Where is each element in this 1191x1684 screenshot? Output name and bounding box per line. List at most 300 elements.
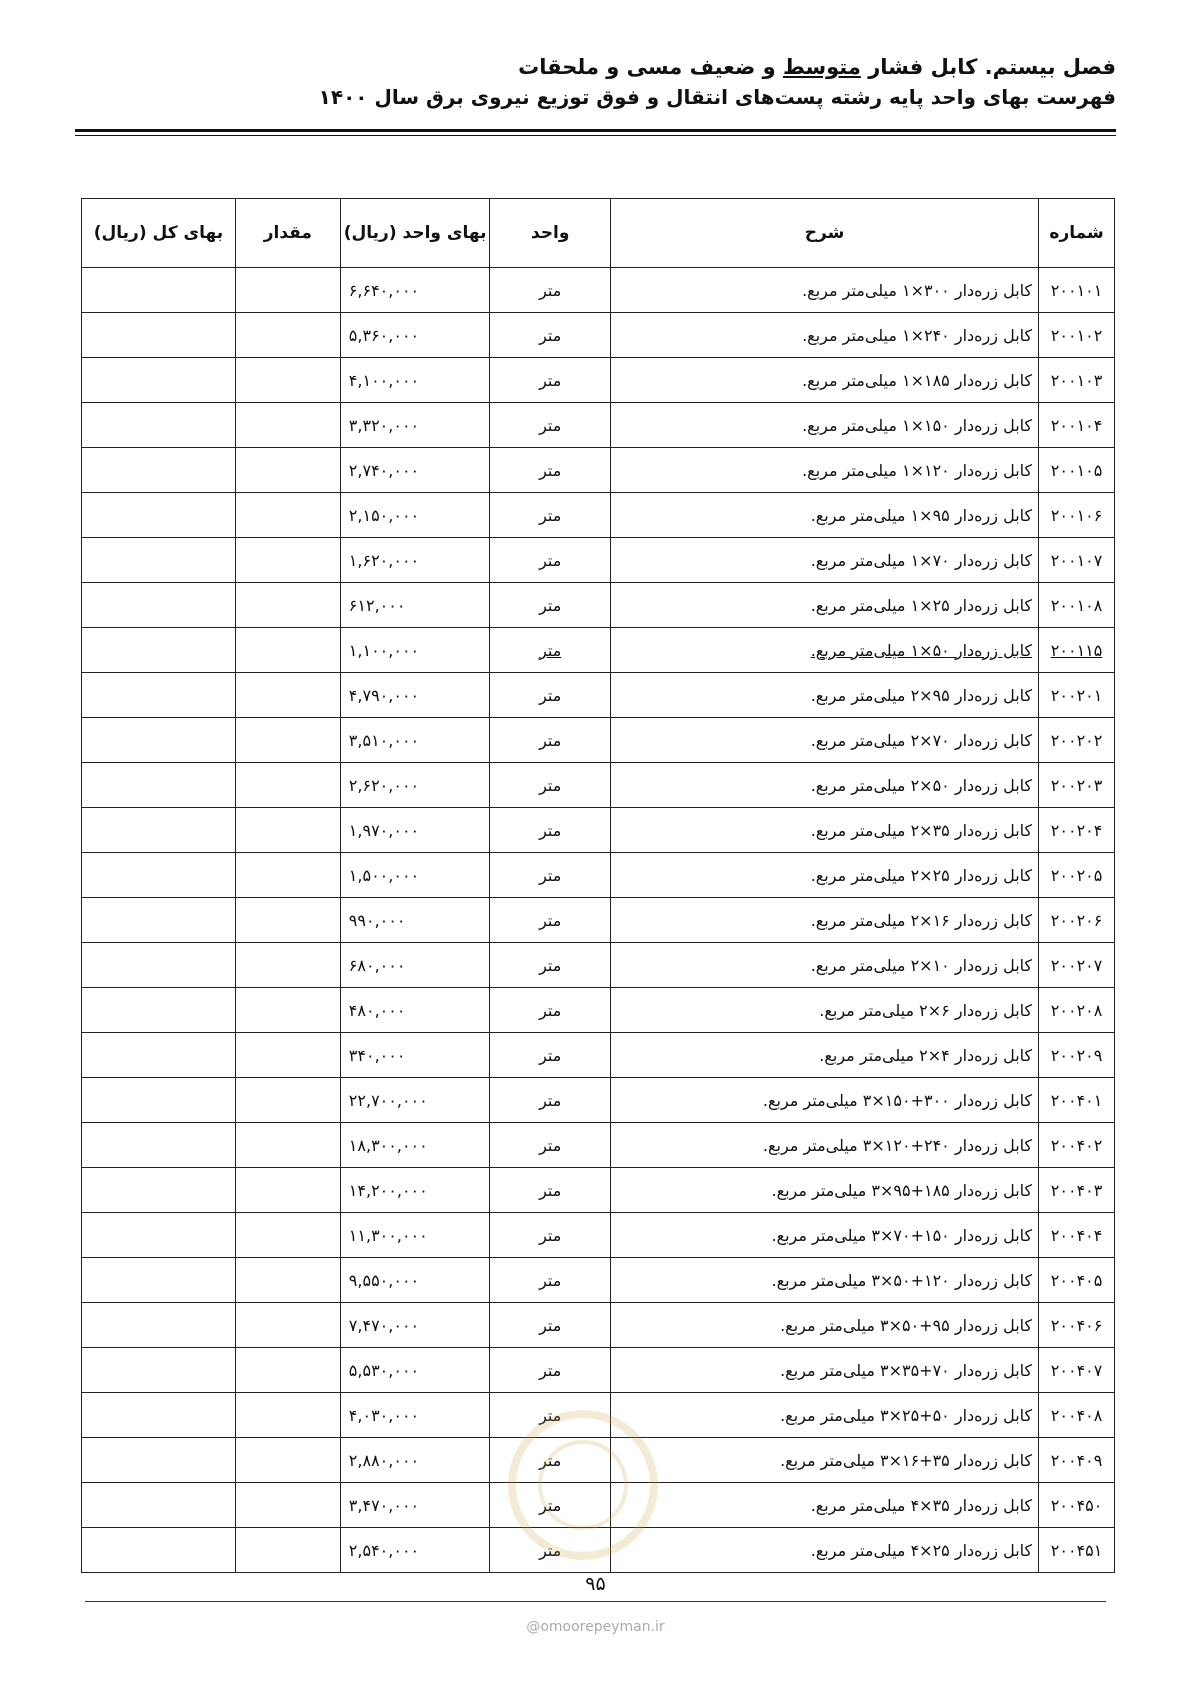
unit-cell-text: متر bbox=[539, 775, 562, 795]
table-row bbox=[82, 1078, 1115, 1123]
total-price-cell bbox=[82, 448, 236, 493]
unit-cell-text: متر bbox=[539, 1450, 562, 1470]
unit-cell-text: متر bbox=[539, 1405, 562, 1425]
unit-cell bbox=[490, 448, 611, 493]
price-table bbox=[81, 198, 1115, 1573]
unit-cell-text: متر bbox=[539, 550, 562, 570]
total-price-cell bbox=[82, 358, 236, 403]
unit-price-cell bbox=[340, 313, 490, 358]
quantity-cell bbox=[235, 1213, 340, 1258]
table-row bbox=[82, 493, 1115, 538]
code-cell-text: ۲۰۰۲۰۲ bbox=[1050, 730, 1103, 750]
code-cell bbox=[1039, 1033, 1115, 1078]
unit-price-cell bbox=[340, 853, 490, 898]
unit-cell-text: متر bbox=[539, 820, 562, 840]
code-cell-text: ۲۰۰۱۰۱ bbox=[1050, 280, 1103, 300]
code-cell bbox=[1039, 898, 1115, 943]
code-cell-text: ۲۰۰۴۰۱ bbox=[1050, 1090, 1103, 1110]
quantity-cell bbox=[235, 1303, 340, 1348]
price-list-title: فهرست بهای واحد پایه رشته پست‌های انتقال و فوق توزیع نیروی برق سال ۱۴۰۰ bbox=[318, 85, 1116, 109]
total-price-cell bbox=[82, 673, 236, 718]
unit-price-cell bbox=[340, 583, 490, 628]
unit-price-cell bbox=[340, 538, 490, 583]
unit-cell bbox=[490, 718, 611, 763]
header-total-price: بهای کل (ریال) bbox=[82, 199, 236, 268]
unit-cell-text: متر bbox=[539, 910, 562, 930]
unit-price-cell bbox=[340, 718, 490, 763]
header-rule-thick bbox=[75, 129, 1116, 132]
quantity-cell bbox=[235, 1078, 340, 1123]
unit-cell bbox=[490, 1303, 611, 1348]
total-price-cell bbox=[82, 1033, 236, 1078]
code-cell-text: ۲۰۰۲۰۹ bbox=[1050, 1045, 1103, 1065]
table-row bbox=[82, 538, 1115, 583]
unit-price-cell bbox=[340, 268, 490, 313]
quantity-cell bbox=[235, 1528, 340, 1573]
unit-cell-text: متر bbox=[539, 1090, 562, 1110]
code-cell bbox=[1039, 628, 1115, 673]
code-cell bbox=[1039, 583, 1115, 628]
total-price-cell bbox=[82, 808, 236, 853]
description-cell bbox=[610, 853, 1038, 898]
unit-cell-text: متر bbox=[539, 1180, 562, 1200]
unit-cell bbox=[490, 1078, 611, 1123]
table-row bbox=[82, 1123, 1115, 1168]
table-row bbox=[82, 313, 1115, 358]
table-row bbox=[82, 403, 1115, 448]
header-unit-price: بهای واحد (ریال) bbox=[340, 199, 490, 268]
quantity-cell bbox=[235, 493, 340, 538]
unit-cell-text: متر bbox=[539, 1270, 562, 1290]
price-table-container bbox=[81, 198, 1115, 1573]
table-row bbox=[82, 673, 1115, 718]
unit-price-cell bbox=[340, 1393, 490, 1438]
description-cell bbox=[610, 1078, 1038, 1123]
description-cell bbox=[610, 808, 1038, 853]
unit-price-cell-text: ۹,۵۵۰,۰۰۰ bbox=[348, 1270, 420, 1290]
unit-price-cell-text: ۱۸,۳۰۰,۰۰۰ bbox=[348, 1135, 428, 1155]
unit-price-cell-text: ۶,۶۴۰,۰۰۰ bbox=[348, 280, 420, 300]
total-price-cell bbox=[82, 1348, 236, 1393]
total-price-cell bbox=[82, 268, 236, 313]
unit-cell-text: متر bbox=[539, 1495, 562, 1515]
unit-price-cell-text: ۴,۱۰۰,۰۰۰ bbox=[348, 370, 420, 390]
table-row bbox=[82, 718, 1115, 763]
table-row bbox=[82, 1213, 1115, 1258]
unit-cell bbox=[490, 943, 611, 988]
code-cell bbox=[1039, 1078, 1115, 1123]
unit-price-cell bbox=[340, 673, 490, 718]
quantity-cell bbox=[235, 628, 340, 673]
table-row bbox=[82, 808, 1115, 853]
unit-price-cell-text: ۳,۵۱۰,۰۰۰ bbox=[348, 730, 420, 750]
unit-price-cell-text: ۴۸۰,۰۰۰ bbox=[348, 1000, 406, 1020]
table-row bbox=[82, 1033, 1115, 1078]
unit-cell bbox=[490, 1168, 611, 1213]
code-cell-text: ۲۰۰۴۰۵ bbox=[1050, 1270, 1103, 1290]
code-cell-text: ۲۰۰۲۰۷ bbox=[1050, 955, 1103, 975]
description-cell bbox=[610, 718, 1038, 763]
code-cell bbox=[1039, 763, 1115, 808]
code-cell-text: ۲۰۰۱۰۸ bbox=[1050, 595, 1103, 615]
description-cell-text: کابل زره‌دار ۵۰×۲ میلی‌متر مربع. bbox=[810, 775, 1033, 795]
total-price-cell bbox=[82, 1123, 236, 1168]
total-price-cell bbox=[82, 313, 236, 358]
unit-cell-text: متر bbox=[539, 865, 562, 885]
table-header-row bbox=[82, 199, 1115, 268]
description-cell-text: کابل زره‌دار ۹۵+۵۰×۳ میلی‌متر مربع. bbox=[780, 1315, 1033, 1335]
code-cell-text: ۲۰۰۲۰۱ bbox=[1050, 685, 1103, 705]
description-cell bbox=[610, 898, 1038, 943]
quantity-cell bbox=[235, 763, 340, 808]
unit-cell bbox=[490, 898, 611, 943]
unit-cell bbox=[490, 1258, 611, 1303]
unit-cell bbox=[490, 403, 611, 448]
description-cell-text: کابل زره‌دار ۹۵×۱ میلی‌متر مربع. bbox=[810, 505, 1033, 525]
unit-cell bbox=[490, 1033, 611, 1078]
quantity-cell bbox=[235, 1438, 340, 1483]
table-row bbox=[82, 583, 1115, 628]
code-cell bbox=[1039, 268, 1115, 313]
table-row bbox=[82, 448, 1115, 493]
code-cell bbox=[1039, 538, 1115, 583]
code-cell-text: ۲۰۰۱۰۶ bbox=[1050, 505, 1103, 525]
description-cell bbox=[610, 1168, 1038, 1213]
description-cell bbox=[610, 1213, 1038, 1258]
unit-price-cell-text: ۴,۷۹۰,۰۰۰ bbox=[348, 685, 420, 705]
description-cell-text: کابل زره‌دار ۱۵۰×۱ میلی‌متر مربع. bbox=[802, 415, 1033, 435]
unit-cell-text: متر bbox=[539, 1045, 562, 1065]
table-row bbox=[82, 943, 1115, 988]
code-cell bbox=[1039, 718, 1115, 763]
description-cell-text: کابل زره‌دار ۳۰۰+۱۵۰×۳ میلی‌متر مربع. bbox=[762, 1090, 1033, 1110]
description-cell-text: کابل زره‌دار ۶×۲ میلی‌متر مربع. bbox=[819, 1000, 1033, 1020]
description-cell-text: کابل زره‌دار ۳۵+۱۶×۳ میلی‌متر مربع. bbox=[780, 1450, 1033, 1470]
description-cell bbox=[610, 673, 1038, 718]
quantity-cell bbox=[235, 718, 340, 763]
description-cell bbox=[610, 403, 1038, 448]
total-price-cell bbox=[82, 493, 236, 538]
description-cell-text: کابل زره‌دار ۴×۲ میلی‌متر مربع. bbox=[819, 1045, 1033, 1065]
description-cell-text: کابل زره‌دار ۱۶×۲ میلی‌متر مربع. bbox=[810, 910, 1033, 930]
description-cell bbox=[610, 1438, 1038, 1483]
code-cell bbox=[1039, 313, 1115, 358]
quantity-cell bbox=[235, 448, 340, 493]
unit-price-cell-text: ۹۹۰,۰۰۰ bbox=[348, 910, 406, 930]
code-cell-text: ۲۰۰۱۰۷ bbox=[1050, 550, 1103, 570]
quantity-cell bbox=[235, 1393, 340, 1438]
chapter-title-end: و ضعیف مسی و ملحقات bbox=[518, 55, 783, 79]
quantity-cell bbox=[235, 853, 340, 898]
description-cell-text: کابل زره‌دار ۵۰×۱ میلی‌متر مربع. bbox=[810, 640, 1033, 660]
unit-price-cell bbox=[340, 1123, 490, 1168]
description-cell-text: کابل زره‌دار ۱۰×۲ میلی‌متر مربع. bbox=[810, 955, 1033, 975]
unit-price-cell-text: ۶۸۰,۰۰۰ bbox=[348, 955, 406, 975]
unit-price-cell-text: ۲,۱۵۰,۰۰۰ bbox=[348, 505, 420, 525]
code-cell-text: ۲۰۰۱۰۴ bbox=[1050, 415, 1103, 435]
description-cell bbox=[610, 1258, 1038, 1303]
unit-cell-text: متر bbox=[539, 1135, 562, 1155]
unit-cell bbox=[490, 628, 611, 673]
unit-cell-text: متر bbox=[539, 685, 562, 705]
code-cell bbox=[1039, 1213, 1115, 1258]
unit-price-cell-text: ۱,۵۰۰,۰۰۰ bbox=[348, 865, 420, 885]
unit-price-cell-text: ۳,۳۲۰,۰۰۰ bbox=[348, 415, 420, 435]
description-cell bbox=[610, 1303, 1038, 1348]
description-cell-text: کابل زره‌دار ۲۴۰×۱ میلی‌متر مربع. bbox=[802, 325, 1033, 345]
website-watermark: @omoorepeyman.ir bbox=[526, 1619, 665, 1635]
unit-cell bbox=[490, 313, 611, 358]
description-cell-text: کابل زره‌دار ۳۵×۴ میلی‌متر مربع. bbox=[810, 1495, 1033, 1515]
code-cell bbox=[1039, 1258, 1115, 1303]
description-cell-text: کابل زره‌دار ۷۰+۳۵×۳ میلی‌متر مربع. bbox=[780, 1360, 1033, 1380]
code-cell bbox=[1039, 988, 1115, 1033]
unit-price-cell-text: ۲۲,۷۰۰,۰۰۰ bbox=[348, 1090, 428, 1110]
code-cell bbox=[1039, 1483, 1115, 1528]
code-cell-text: ۲۰۰۲۰۶ bbox=[1050, 910, 1103, 930]
total-price-cell bbox=[82, 1213, 236, 1258]
chapter-title bbox=[66, 52, 1116, 82]
total-price-cell bbox=[82, 898, 236, 943]
code-cell bbox=[1039, 1123, 1115, 1168]
unit-cell-text: متر bbox=[539, 415, 562, 435]
total-price-cell bbox=[82, 1438, 236, 1483]
table-row bbox=[82, 1348, 1115, 1393]
quantity-cell bbox=[235, 808, 340, 853]
code-cell bbox=[1039, 1393, 1115, 1438]
unit-price-cell bbox=[340, 1348, 490, 1393]
unit-price-cell bbox=[340, 628, 490, 673]
quantity-cell bbox=[235, 1483, 340, 1528]
unit-cell-text: متر bbox=[539, 1000, 562, 1020]
unit-cell-text: متر bbox=[539, 1360, 562, 1380]
quantity-cell bbox=[235, 538, 340, 583]
code-cell bbox=[1039, 1303, 1115, 1348]
total-price-cell bbox=[82, 538, 236, 583]
code-cell-text: ۲۰۰۴۰۴ bbox=[1050, 1225, 1103, 1245]
table-row bbox=[82, 1303, 1115, 1348]
table-body bbox=[82, 268, 1115, 1573]
code-cell-text: ۲۰۰۱۰۵ bbox=[1050, 460, 1103, 480]
code-cell bbox=[1039, 1438, 1115, 1483]
description-cell bbox=[610, 1393, 1038, 1438]
table-row bbox=[82, 268, 1115, 313]
header-description: شرح bbox=[610, 199, 1038, 268]
quantity-cell bbox=[235, 673, 340, 718]
table-row bbox=[82, 628, 1115, 673]
quantity-cell bbox=[235, 1258, 340, 1303]
code-cell-text: ۲۰۰۲۰۸ bbox=[1050, 1000, 1103, 1020]
code-cell bbox=[1039, 673, 1115, 718]
unit-cell bbox=[490, 988, 611, 1033]
description-cell-text: کابل زره‌دار ۲۵×۴ میلی‌متر مربع. bbox=[810, 1540, 1033, 1560]
description-cell-text: کابل زره‌دار ۱۲۰+۵۰×۳ میلی‌متر مربع. bbox=[771, 1270, 1033, 1290]
unit-cell bbox=[490, 268, 611, 313]
code-cell bbox=[1039, 403, 1115, 448]
unit-price-cell-text: ۳,۴۷۰,۰۰۰ bbox=[348, 1495, 420, 1515]
total-price-cell bbox=[82, 403, 236, 448]
total-price-cell bbox=[82, 988, 236, 1033]
description-cell bbox=[610, 988, 1038, 1033]
unit-price-cell-text: ۲,۷۴۰,۰۰۰ bbox=[348, 460, 420, 480]
code-cell bbox=[1039, 808, 1115, 853]
unit-price-cell bbox=[340, 808, 490, 853]
code-cell-text: ۲۰۰۱۱۵ bbox=[1050, 640, 1103, 660]
unit-price-cell bbox=[340, 1078, 490, 1123]
unit-cell bbox=[490, 853, 611, 898]
unit-cell-text: متر bbox=[539, 595, 562, 615]
description-cell bbox=[610, 1528, 1038, 1573]
unit-price-cell-text: ۴,۰۳۰,۰۰۰ bbox=[348, 1405, 420, 1425]
unit-cell bbox=[490, 1123, 611, 1168]
description-cell-text: کابل زره‌دار ۳۵×۲ میلی‌متر مربع. bbox=[810, 820, 1033, 840]
quantity-cell bbox=[235, 1123, 340, 1168]
unit-cell-text: متر bbox=[539, 505, 562, 525]
description-cell-text: کابل زره‌دار ۱۸۵×۱ میلی‌متر مربع. bbox=[802, 370, 1033, 390]
description-cell bbox=[610, 1033, 1038, 1078]
table-row bbox=[82, 358, 1115, 403]
header-unit: واحد bbox=[490, 199, 611, 268]
code-cell-text: ۲۰۰۴۰۹ bbox=[1050, 1450, 1103, 1470]
total-price-cell bbox=[82, 1483, 236, 1528]
description-cell bbox=[610, 1348, 1038, 1393]
total-price-cell bbox=[82, 1258, 236, 1303]
header-rule-thin bbox=[75, 135, 1116, 136]
seal-inner-ring bbox=[538, 1440, 628, 1530]
unit-price-cell bbox=[340, 988, 490, 1033]
description-cell bbox=[610, 628, 1038, 673]
unit-price-cell bbox=[340, 1213, 490, 1258]
total-price-cell bbox=[82, 1168, 236, 1213]
description-cell-text: کابل زره‌دار ۳۰۰×۱ میلی‌متر مربع. bbox=[802, 280, 1033, 300]
code-cell bbox=[1039, 493, 1115, 538]
chapter-title-start: فصل بیستم. کابل فشار bbox=[860, 55, 1116, 79]
unit-cell bbox=[490, 493, 611, 538]
code-cell-text: ۲۰۰۴۰۳ bbox=[1050, 1180, 1103, 1200]
unit-cell bbox=[490, 358, 611, 403]
unit-cell bbox=[490, 673, 611, 718]
total-price-cell bbox=[82, 583, 236, 628]
description-cell-text: کابل زره‌دار ۷۰×۱ میلی‌متر مربع. bbox=[810, 550, 1033, 570]
total-price-cell bbox=[82, 1303, 236, 1348]
unit-cell-text: متر bbox=[539, 280, 562, 300]
code-cell bbox=[1039, 1528, 1115, 1573]
description-cell bbox=[610, 493, 1038, 538]
header-quantity: مقدار bbox=[235, 199, 340, 268]
total-price-cell bbox=[82, 1078, 236, 1123]
description-cell bbox=[610, 763, 1038, 808]
unit-cell-text: متر bbox=[539, 1225, 562, 1245]
description-cell-text: کابل زره‌دار ۲۴۰+۱۲۰×۳ میلی‌متر مربع. bbox=[762, 1135, 1033, 1155]
code-cell-text: ۲۰۰۴۰۶ bbox=[1050, 1315, 1103, 1335]
description-cell-text: کابل زره‌دار ۹۵×۲ میلی‌متر مربع. bbox=[810, 685, 1033, 705]
unit-price-cell-text: ۷,۴۷۰,۰۰۰ bbox=[348, 1315, 420, 1335]
total-price-cell bbox=[82, 1393, 236, 1438]
code-cell-text: ۲۰۰۱۰۲ bbox=[1050, 325, 1103, 345]
total-price-cell bbox=[82, 718, 236, 763]
quantity-cell bbox=[235, 1033, 340, 1078]
unit-price-cell bbox=[340, 898, 490, 943]
quantity-cell bbox=[235, 1348, 340, 1393]
unit-cell bbox=[490, 1213, 611, 1258]
unit-price-cell bbox=[340, 1168, 490, 1213]
unit-price-cell-text: ۳۴۰,۰۰۰ bbox=[348, 1045, 406, 1065]
quantity-cell bbox=[235, 358, 340, 403]
unit-price-cell-text: ۵,۵۳۰,۰۰۰ bbox=[348, 1360, 420, 1380]
table-row bbox=[82, 1258, 1115, 1303]
quantity-cell bbox=[235, 268, 340, 313]
code-cell-text: ۲۰۰۲۰۴ bbox=[1050, 820, 1103, 840]
unit-price-cell bbox=[340, 1303, 490, 1348]
unit-cell-text: متر bbox=[539, 370, 562, 390]
total-price-cell bbox=[82, 943, 236, 988]
description-cell-text: کابل زره‌دار ۷۰×۲ میلی‌متر مربع. bbox=[810, 730, 1033, 750]
description-cell-text: کابل زره‌دار ۲۵×۱ میلی‌متر مربع. bbox=[810, 595, 1033, 615]
page-number: ۹۵ bbox=[585, 1573, 606, 1595]
description-cell-text: کابل زره‌دار ۱۵۰+۷۰×۳ میلی‌متر مربع. bbox=[771, 1225, 1033, 1245]
description-cell bbox=[610, 538, 1038, 583]
table-row bbox=[82, 898, 1115, 943]
chapter-title-underlined: متوسط bbox=[783, 55, 861, 79]
unit-cell-text: متر bbox=[539, 730, 562, 750]
unit-price-cell bbox=[340, 1438, 490, 1483]
description-cell bbox=[610, 313, 1038, 358]
total-price-cell bbox=[82, 853, 236, 898]
description-cell bbox=[610, 583, 1038, 628]
unit-price-cell bbox=[340, 448, 490, 493]
unit-price-cell bbox=[340, 1033, 490, 1078]
unit-cell bbox=[490, 583, 611, 628]
description-cell bbox=[610, 448, 1038, 493]
code-cell-text: ۲۰۰۴۰۷ bbox=[1050, 1360, 1103, 1380]
unit-price-cell-text: ۶۱۲,۰۰۰ bbox=[348, 595, 406, 615]
unit-price-cell bbox=[340, 403, 490, 448]
unit-cell-text: متر bbox=[539, 325, 562, 345]
description-cell-text: کابل زره‌دار ۱۲۰×۱ میلی‌متر مربع. bbox=[802, 460, 1033, 480]
code-cell bbox=[1039, 1168, 1115, 1213]
description-cell bbox=[610, 1483, 1038, 1528]
unit-price-cell bbox=[340, 1258, 490, 1303]
unit-price-cell bbox=[340, 1483, 490, 1528]
code-cell-text: ۲۰۰۴۰۸ bbox=[1050, 1405, 1103, 1425]
description-cell-text: کابل زره‌دار ۲۵×۲ میلی‌متر مربع. bbox=[810, 865, 1033, 885]
description-cell bbox=[610, 1123, 1038, 1168]
code-cell bbox=[1039, 448, 1115, 493]
unit-cell-text: متر bbox=[539, 1315, 562, 1335]
total-price-cell bbox=[82, 1528, 236, 1573]
footer-rule bbox=[85, 1601, 1106, 1602]
code-cell bbox=[1039, 853, 1115, 898]
code-cell-text: ۲۰۰۱۰۳ bbox=[1050, 370, 1103, 390]
table-row bbox=[82, 988, 1115, 1033]
quantity-cell bbox=[235, 898, 340, 943]
header-code: شماره bbox=[1039, 199, 1115, 268]
code-cell bbox=[1039, 1348, 1115, 1393]
unit-cell-text: متر bbox=[539, 955, 562, 975]
unit-cell-text: متر bbox=[539, 1540, 562, 1560]
unit-cell-text: متر bbox=[539, 460, 562, 480]
unit-cell bbox=[490, 1348, 611, 1393]
description-cell bbox=[610, 268, 1038, 313]
unit-price-cell-text: ۱۱,۳۰۰,۰۰۰ bbox=[348, 1225, 428, 1245]
code-cell bbox=[1039, 358, 1115, 403]
unit-cell bbox=[490, 763, 611, 808]
unit-price-cell-text: ۵,۳۶۰,۰۰۰ bbox=[348, 325, 420, 345]
quantity-cell bbox=[235, 1168, 340, 1213]
unit-price-cell-text: ۲,۸۸۰,۰۰۰ bbox=[348, 1450, 420, 1470]
description-cell-text: کابل زره‌دار ۱۸۵+۹۵×۳ میلی‌متر مربع. bbox=[771, 1180, 1033, 1200]
code-cell-text: ۲۰۰۴۵۰ bbox=[1050, 1495, 1103, 1515]
